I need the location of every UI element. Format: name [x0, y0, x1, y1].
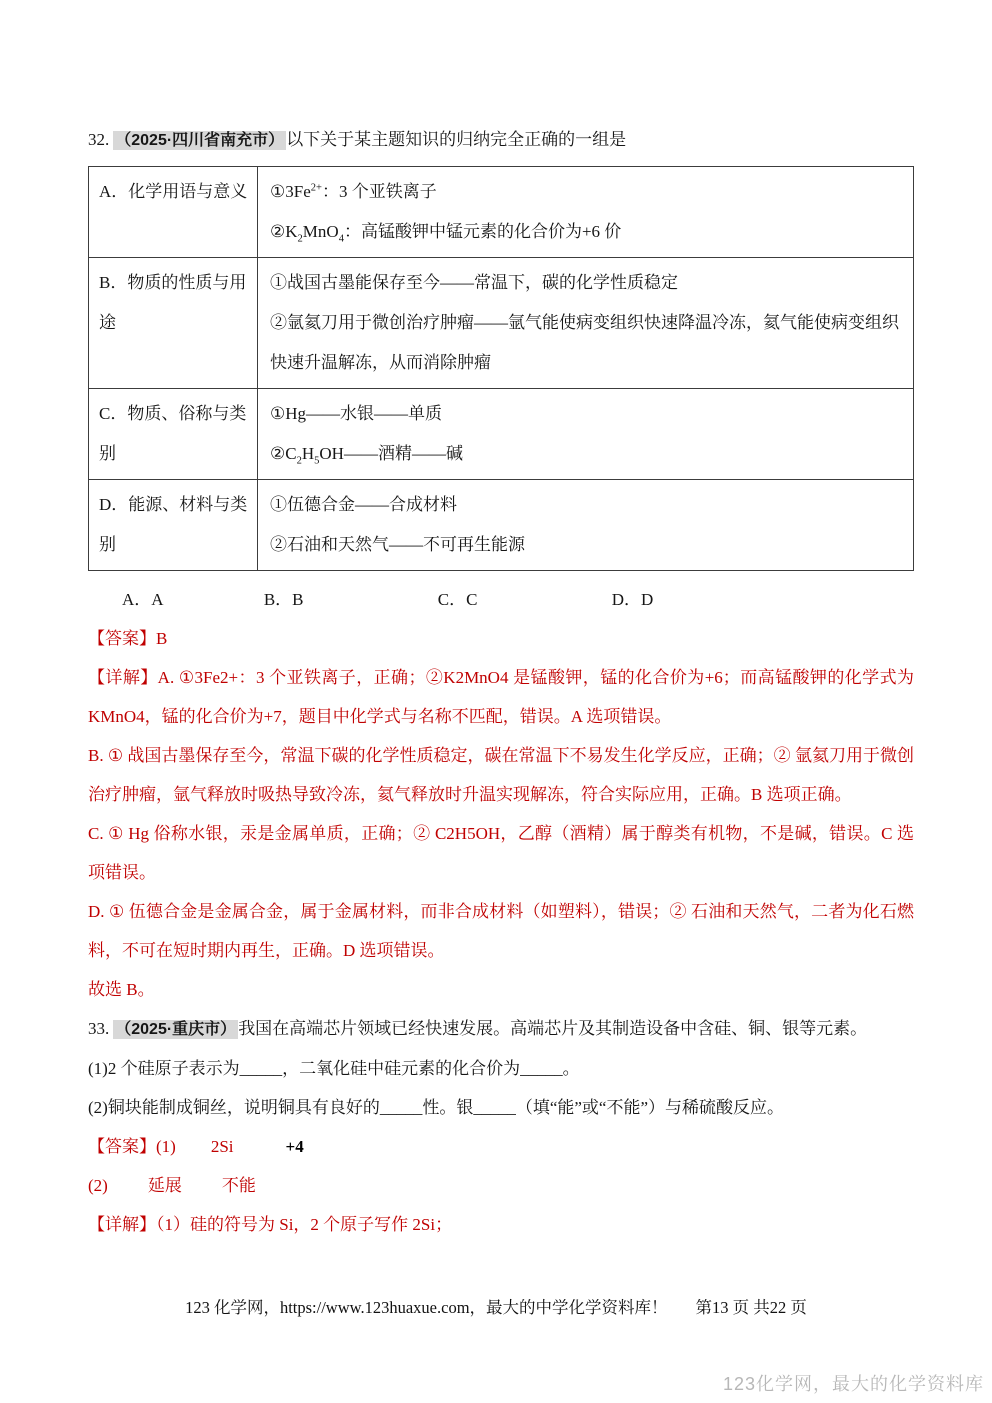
row-d-item-2: ②石油和天然气——不可再生能源: [270, 535, 525, 554]
table-row-c: [89, 389, 914, 480]
q32-answer-value: B: [156, 629, 168, 648]
footer-site-info: 123 化学网，https://www.123huaxue.com，最大的中学化学资料库！: [185, 1298, 668, 1317]
q32-analysis-text-a: A. ①3Fe2+：3 个亚铁离子，正确；②K2MnO4 是锰酸钾，锰的化合价为+6；而高锰酸钾的化学式为 KMnO4，锰的化合价为+7，题目中化学式与名称不匹配，错误。A 选项错误。: [88, 668, 914, 726]
q33-answer-label: 【答案】: [88, 1137, 156, 1156]
row-a-label: A．化学用语与意义: [89, 167, 258, 258]
q33-analysis-line: [88, 1205, 914, 1244]
row-c-items: [258, 389, 914, 480]
option-d: D．D: [611, 590, 654, 609]
page-footer: [0, 1294, 992, 1318]
question-33-stem-line: [88, 1009, 914, 1049]
q33-answer-line-2: [88, 1166, 914, 1205]
row-b-label: B．物质的性质与用途: [89, 258, 258, 389]
question-32-source-tag: （2025·四川省南充市）: [115, 132, 285, 149]
q32-analysis-label: 【详解】: [88, 668, 158, 687]
row-b-item-1: ①战国古墨能保存至今——常温下，碳的化学性质稳定: [270, 273, 678, 292]
q33-analysis-text: （1）硅的符号为 Si，2 个原子写作 2Si；: [156, 1215, 453, 1234]
q33-answer-2-number: (2): [88, 1176, 108, 1195]
row-c-item-2: $②C_2H_5OH——$酒精——碱: [270, 444, 463, 467]
q33-answer-2-value-b: 不能: [221, 1176, 256, 1195]
row-b-items: [258, 258, 914, 389]
question-32-number: 32.: [88, 130, 110, 149]
row-a-item-2: $②K_2MnO_4$：高锰酸钾中锰元素的化合价为+6 价: [270, 222, 622, 245]
q33-analysis-label: 【详解】: [88, 1215, 156, 1234]
options-row: [88, 580, 914, 619]
q33-answer-1-number: (1): [156, 1137, 176, 1156]
option-b: B．B: [263, 590, 304, 609]
q32-analysis-conclusion: 故选 B。: [88, 980, 155, 999]
table-row-b: [89, 258, 914, 389]
q32-analysis-paragraph-a: [88, 658, 914, 736]
q32-answer-label: 【答案】: [88, 629, 156, 648]
row-b-item-2: ②氩氦刀用于微创治疗肿瘤——氩气能使病变组织快速降温冷冻，氦气能使病变组织快速升温解冻，从而消除肿瘤: [270, 313, 899, 372]
q32-analysis-paragraph-d: D. ① 伍德合金是金属合金，属于金属材料，而非合成材料（如塑料），错误；② 石油和天然气，二者为化石燃料，不可在短时期内再生，正确。D 选项错误。: [88, 902, 914, 960]
knowledge-table: [88, 166, 914, 571]
question-33-sub1: (1)2 个硅原子表示为_____，二氧化硅中硅元素的化合价为_____。: [88, 1059, 580, 1078]
table-row-a: [89, 167, 914, 258]
option-c: C．C: [437, 590, 478, 609]
table-row-d: [89, 480, 914, 571]
question-32-stem-line: [88, 126, 914, 154]
q33-answer-1-value-b: +4: [285, 1137, 304, 1156]
question-33-number: 33.: [88, 1019, 110, 1038]
question-32-stem: 以下关于某主题知识的归纳完全正确的一组是: [286, 130, 627, 149]
row-d-item-1: ①伍德合金——合成材料: [270, 495, 457, 514]
row-a-item-1: $①3Fe^{2+}$：3 个亚铁离子: [270, 182, 437, 201]
row-c-item-1: ①Hg——水银——单质: [270, 404, 443, 423]
question-33-source-tag: （2025·重庆市）: [115, 1021, 237, 1038]
q33-answer-2-value-a: 延展: [147, 1176, 182, 1195]
row-d-label: D．能源、材料与类别: [89, 480, 258, 571]
page-content: [88, 126, 914, 1244]
row-d-items: [258, 480, 914, 571]
question-33-stem: 我国在高端芯片领域已经快速发展。高端芯片及其制造设备中含硅、铜、银等元素。: [238, 1019, 868, 1038]
q32-analysis-paragraph-c: C. ① Hg 俗称水银，汞是金属单质，正确；② C2H5OH，乙醇（酒精）属于醇类有机物，不是碱，错误。C 选项错误。: [88, 824, 914, 882]
q33-answer-1-value-a: 2Si: [210, 1137, 234, 1156]
page-watermark: 123化学网，最大的化学资料库: [722, 1374, 984, 1394]
row-a-items: [258, 167, 914, 258]
footer-page-info: 第13 页 共22 页: [695, 1298, 807, 1317]
question-33-sub2: (2)铜块能制成铜丝，说明铜具有良好的_____性。银_____（填“能”或“不能”）与稀硫酸反应。: [88, 1098, 785, 1117]
row-c-label: C．物质、俗称与类别: [89, 389, 258, 480]
q32-analysis-paragraph-b: B. ① 战国古墨保存至今，常温下碳的化学性质稳定，碳在常温下不易发生化学反应，正确；② 氩氦刀用于微创治疗肿瘤，氩气释放时吸热导致冷冻，氦气释放时升温实现解冻，符合实际应用，正确。B 选项正确。: [88, 746, 914, 804]
option-a: A．A: [122, 590, 164, 609]
q33-answer-line-1: [88, 1127, 914, 1166]
q32-answer-line: [88, 619, 914, 658]
